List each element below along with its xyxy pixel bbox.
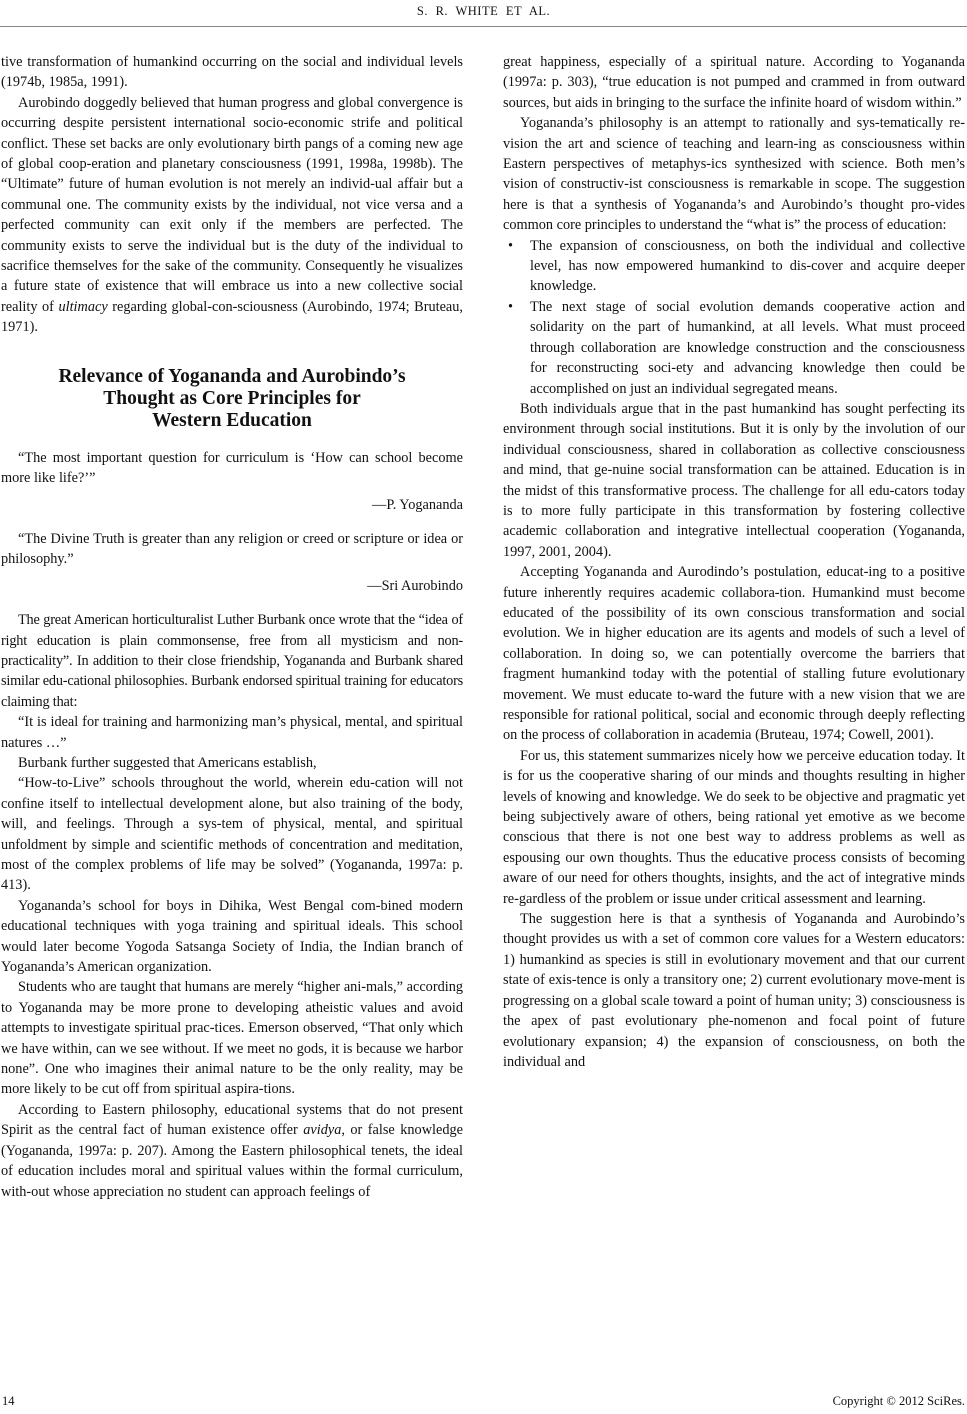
page-number: 14	[2, 1394, 15, 1408]
section-heading-line: Thought as Core Principles for	[103, 387, 361, 409]
paragraph: The great American horticulturalist Luther Burbank once wrote that the “idea of right education is plain commonsense, free from all mysticism and non-practicality”. In addition to their close friendship, Yogananda and Burbank shared similar edu-cational philosophies. Burbank endorsed spiritual training for educators claiming that:	[1, 612, 463, 710]
paragraph: Yogananda’s school for boys in Dihika, West Bengal com-bined modern educational techniques with yoga training and spiritual ideals. This school would later become Yogoda Satsanga Society of India, the Indian branch of Yogananda’s American organization.	[1, 897, 463, 976]
left-column	[1, 52, 463, 1202]
paragraph: tive transformation of humankind occurring on the social and individual levels (1974b, 1985a, 1991).	[1, 54, 463, 91]
epigraph-attribution: —Sri Aurobindo	[367, 577, 463, 594]
epigraph-attribution: —P. Yogananda	[372, 496, 463, 513]
block-quote: “How-to-Live” schools throughout the world, wherein edu-cation will not confine itself to intellectual development alone, but also training of the body, will, and feelings. Through a sys-tem of physical, mental, and spiritual unfoldment by simple and scientific methods of concentration and meditation, most of the complex problems of life may be solved” (Yogananda, 1997a: p. 413).	[1, 775, 463, 894]
list-item	[503, 297, 965, 399]
copyright-notice: Copyright © 2012 SciRes.	[832, 1394, 965, 1408]
paragraph: Yogananda’s philosophy is an attempt to rationally and sys-tematically re-vision the art and science of teaching and learn-ing as consciousness within Eastern perspectives of metaphys-ics synthesized with science. Both men’s vision of constructiv-ist consciousness is remarkable in scope. The suggestion here is that a synthesis of Yogananda’s and Aurobindo’s thought pro-vides common core principles to understand the “what is” the process of education:	[503, 115, 965, 234]
bullet-icon: •	[508, 298, 514, 315]
paragraph	[1, 93, 463, 338]
list-item-text: The expansion of consciousness, on both the individual and collective level, has now empowered humankind to dis-cover and acquire deeper knowledge.	[530, 237, 965, 295]
epigraph-quote: “The Divine Truth is greater than any religion or creed or scripture or idea or philosophy.”	[1, 530, 463, 568]
paragraph-text: Aurobindo doggedly believed that human progress and global convergence is occurring despite persistent international socio-economic strife and political conflict. These set backs are only evolutionary birth pangs of a coming new age of global coop-eration and planetary consciousness (1991, 1998a, 1998b). The “Ultimate” future of human evolution is not merely an individ-ual affair but a communal one. The community exists by the individual, not vice versa and a perfected community can exit only if the members are perfected. The community exists to serve the individual but is the duty of the individual to sacrifice themselves for the sake of the community. Consequently he visualizes a future state of existence that will embrace us into a new collective social reality of	[1, 94, 463, 315]
paragraph: For us, this statement summarizes nicely how we perceive education today. It is for us the cooperative sharing of our minds and thoughts resulting in higher levels of knowing and knowledge. We do seek to be objective and pragmatic yet being subjectively aware of others, being rational yet emotive as we become conscious that there is not one best way to address problems as well as espousing our own thoughts. Thus the educative process consists of becoming aware of our need for others thoughts, insights, and the act of integrative minds re-gardless of the problem or issue under critical assessment and learning.	[503, 747, 965, 907]
list-item	[503, 236, 965, 297]
italic-term: ultimacy	[58, 298, 108, 315]
paragraph-text: According to Eastern philosophy, educational systems that do not present Spirit as the central fact of human existence offer	[1, 1101, 463, 1139]
paragraph: Burbank further suggested that Americans establish,	[18, 754, 317, 771]
right-column	[503, 52, 965, 1072]
paragraph-text: , or false knowledge (Yogananda, 1997a: p. 207). Among the Eastern philosophical tenets, the ideal of education includes moral and spiritual values within the formal curriculum, with-out whose appreciation no student can approach feelings of	[1, 1122, 463, 1200]
bullet-icon: •	[508, 237, 514, 254]
paragraph: Accepting Yogananda and Aurodindo’s postulation, educat-ing to a positive future inherently requires academic collabora-tion. Humankind must become educated of the possibility of its own conscious transformation and social evolution. We in higher education are its agents and models of such a level of collaboration. In doing so, we can potentially overcome the barriers that fragment humankind today with the potential of stalling future evolutionary movement. We must educate to-ward the future with a new vision that we are responsible for rational political, social and economic through deeply reflecting on the process of collaboration in academia (Bruteau, 1974; Cowell, 2001).	[503, 564, 965, 744]
block-quote: “It is ideal for training and harmonizing man’s physical, mental, and spiritual natures …”	[1, 714, 463, 751]
paragraph: The suggestion here is that a synthesis of Yogananda and Aurobindo’s thought provides us with a set of common core values for a Western educators: 1) humankind as species is still in evolutionary movement and that our current state of exis-tence is only a transitory one; 2) current evolutionary move-ment is progressing on a global scale toward a point of human unity; 3) consciousness is the apex of past evolutionary phe-nomenon and focal point of future evolutionary expansion; 4) the expansion of consciousness, on both the individual and	[503, 911, 965, 1070]
paragraph: great happiness, especially of a spiritual nature. According to Yogananda (1997a: p. 303), “true education is not pumped and crammed in from outward sources, but aids in bringing to the surface the infinite hoard of wisdom within.”	[503, 54, 965, 111]
paragraph	[1, 1100, 463, 1202]
paragraph: Both individuals argue that in the past humankind has sought perfecting its environment through social institutions. But it is only by the involution of our individual consciousness, shared in collaboration as collective consciousness and mind, that ge-nuine social transformation can be attained. Education is in the midst of this transformative process. The challenge for all edu-cators today is to more fully participate in this transformation by fostering collective academic collaboration and integrative intellectual cooperation (Yogananda, 1997, 2001, 2004).	[503, 400, 965, 560]
paragraph-text: regarding global-con-sciousness (Aurobindo, 1974; Bruteau, 1971).	[1, 298, 463, 336]
running-head: S. R. WHITE ET AL.	[416, 4, 551, 18]
section-heading	[1, 366, 463, 432]
paragraph: Students who are taught that humans are merely “higher ani-mals,” according to Yogananda may be more prone to developing atheistic values and avoid attempts to investigate spiritual prac-tices. Emerson observed, “That only which we have within, can we see without. If we meet no gods, it is because we harbor none”. One who imagines their animal nature to be the only reality, may be more likely to be cut off from spiritual aspira-tions.	[1, 979, 463, 1098]
epigraph-quote: “The most important question for curriculum is ‘How can school become more like life?’”	[1, 449, 463, 487]
bullet-list	[503, 236, 965, 399]
list-item-text: The next stage of social evolution demands cooperative action and solidarity on the part of humankind, at all levels. What must proceed through collaboration are knowledge construction and the consciousness for reconstructing soci-ety and advancing knowledge then could be accomplished on just an individual segregated means.	[530, 298, 965, 397]
section-heading-line: Relevance of Yogananda and Aurobindo’s	[58, 365, 406, 387]
italic-term: avidya	[303, 1122, 342, 1139]
header-rule	[0, 26, 967, 27]
section-heading-line: Western Education	[152, 409, 312, 431]
